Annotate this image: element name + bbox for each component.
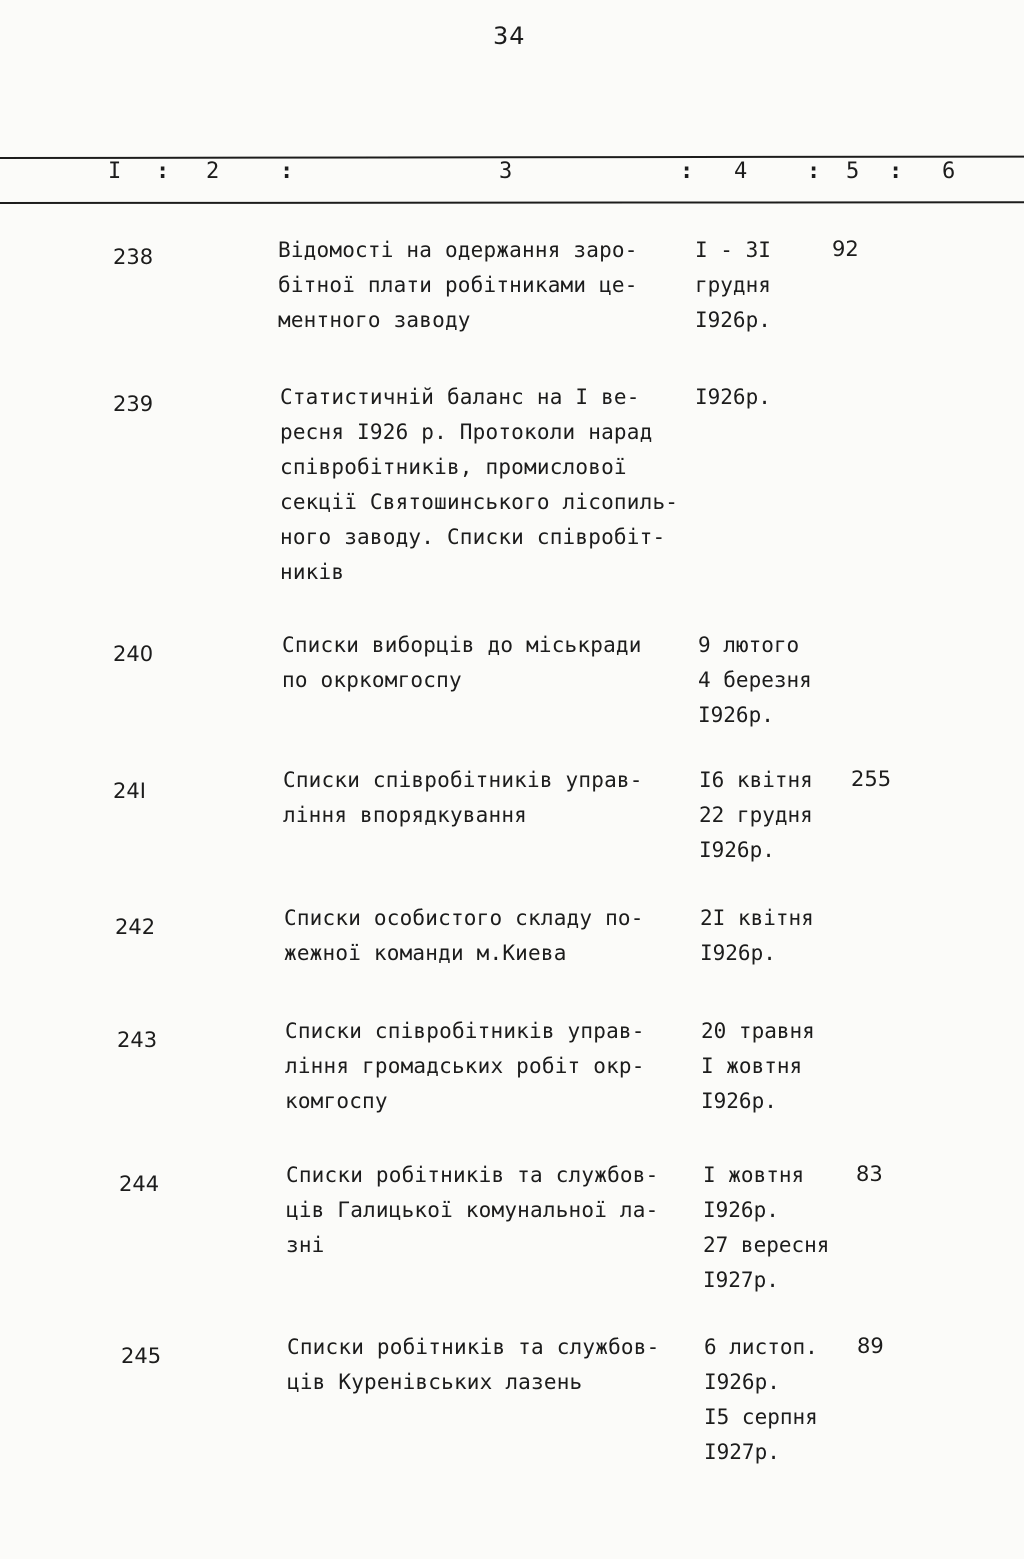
date-line: 22 грудня <box>699 803 813 827</box>
title-line: по окркомгоспу <box>282 668 462 692</box>
table-header-top-rule <box>0 156 1024 159</box>
date-line: 9 лютого <box>698 633 800 657</box>
item-title <box>286 1158 706 1263</box>
item-dates <box>704 1330 864 1470</box>
title-line: співробітників, промислової <box>280 455 627 479</box>
title-line: ників <box>280 560 345 584</box>
item-title <box>282 628 702 698</box>
date-line: грудня <box>695 273 771 297</box>
date-line: I926р. <box>695 385 771 409</box>
date-line: I5 серпня <box>704 1405 818 1429</box>
item-dates <box>698 628 858 733</box>
item-dates <box>699 763 859 868</box>
date-line: I жовтня <box>703 1163 805 1187</box>
item-dates <box>695 233 855 338</box>
column-header-5: 5 <box>846 159 860 184</box>
date-line: 20 травня <box>701 1019 815 1043</box>
item-dates <box>703 1158 863 1298</box>
item-title <box>280 380 700 590</box>
title-line: комгоспу <box>285 1089 388 1113</box>
date-line: I926р. <box>704 1370 780 1394</box>
sheet-count: 255 <box>851 767 892 791</box>
date-line: I926р. <box>703 1198 779 1222</box>
title-line: ресня I926 р. Протоколи нарад <box>280 420 653 444</box>
date-line: I927р. <box>703 1268 779 1292</box>
title-line: Списки робітників та службов- <box>286 1163 659 1187</box>
date-line: 4 березня <box>698 668 812 692</box>
title-line: ців Куренівських лазень <box>287 1370 583 1394</box>
column-header-3: 3 <box>499 159 513 184</box>
item-title <box>287 1330 707 1400</box>
sheet-count: 83 <box>856 1162 883 1186</box>
title-line: секції Святошинського лісопиль- <box>280 490 679 514</box>
column-separator: : <box>280 159 294 184</box>
date-line: I926р. <box>699 838 775 862</box>
page-number: 34 <box>493 22 526 50</box>
title-line: ління громадських робіт окр- <box>285 1054 645 1078</box>
item-title <box>284 901 704 971</box>
item-number: 245 <box>121 1344 162 1368</box>
column-separator: : <box>807 159 821 184</box>
title-line: Відомості на одержання заро- <box>278 238 638 262</box>
item-title <box>283 763 703 833</box>
item-number: 238 <box>113 245 154 269</box>
title-line: Списки виборців до міськради <box>282 633 642 657</box>
item-dates <box>701 1014 861 1119</box>
date-line: I жовтня <box>701 1054 803 1078</box>
date-line: I - 3I <box>695 238 771 262</box>
title-line: зні <box>286 1233 325 1257</box>
date-line: I926р. <box>695 308 771 332</box>
date-line: I926р. <box>701 1089 777 1113</box>
title-line: ління впорядкування <box>283 803 528 827</box>
title-line: Статистичній баланс на I ве- <box>280 385 640 409</box>
column-separator: : <box>680 159 694 184</box>
title-line: Списки співробітників управ- <box>283 768 643 792</box>
item-title <box>278 233 698 338</box>
item-number: 243 <box>117 1028 158 1052</box>
date-line: 2I квітня <box>700 906 814 930</box>
sheet-count: 92 <box>832 237 859 261</box>
title-line: Списки співробітників управ- <box>285 1019 645 1043</box>
sheet-count: 89 <box>857 1334 884 1358</box>
table-header-bottom-rule <box>0 201 1024 204</box>
column-header-6: 6 <box>942 159 956 184</box>
date-line: I926р. <box>700 941 776 965</box>
item-dates <box>695 380 855 415</box>
title-line: ців Галицької комунальної ла- <box>286 1198 659 1222</box>
item-title <box>285 1014 705 1119</box>
date-line: 6 листоп. <box>704 1335 818 1359</box>
column-header-2: 2 <box>206 159 220 184</box>
title-line: бітної плати робітниками це- <box>278 273 638 297</box>
column-separator: : <box>889 159 903 184</box>
title-line: Списки робітників та службов- <box>287 1335 660 1359</box>
column-header-4: 4 <box>734 159 748 184</box>
title-line: Списки особистого складу по- <box>284 906 644 930</box>
item-number: 239 <box>113 392 154 416</box>
date-line: I927р. <box>704 1440 780 1464</box>
title-line: жежної команди м.Киева <box>284 941 567 965</box>
title-line: ного заводу. Списки співробіт- <box>280 525 666 549</box>
column-separator: : <box>156 159 170 184</box>
item-dates <box>700 901 860 971</box>
item-number: 244 <box>119 1172 160 1196</box>
item-number: 242 <box>115 915 156 939</box>
column-header-1: I <box>108 159 122 184</box>
date-line: I926р. <box>698 703 774 727</box>
item-number: 240 <box>113 642 154 666</box>
title-line: ментного заводу <box>278 308 471 332</box>
item-number: 24I <box>113 779 146 803</box>
date-line: 27 вересня <box>703 1233 830 1257</box>
date-line: I6 квітня <box>699 768 813 792</box>
